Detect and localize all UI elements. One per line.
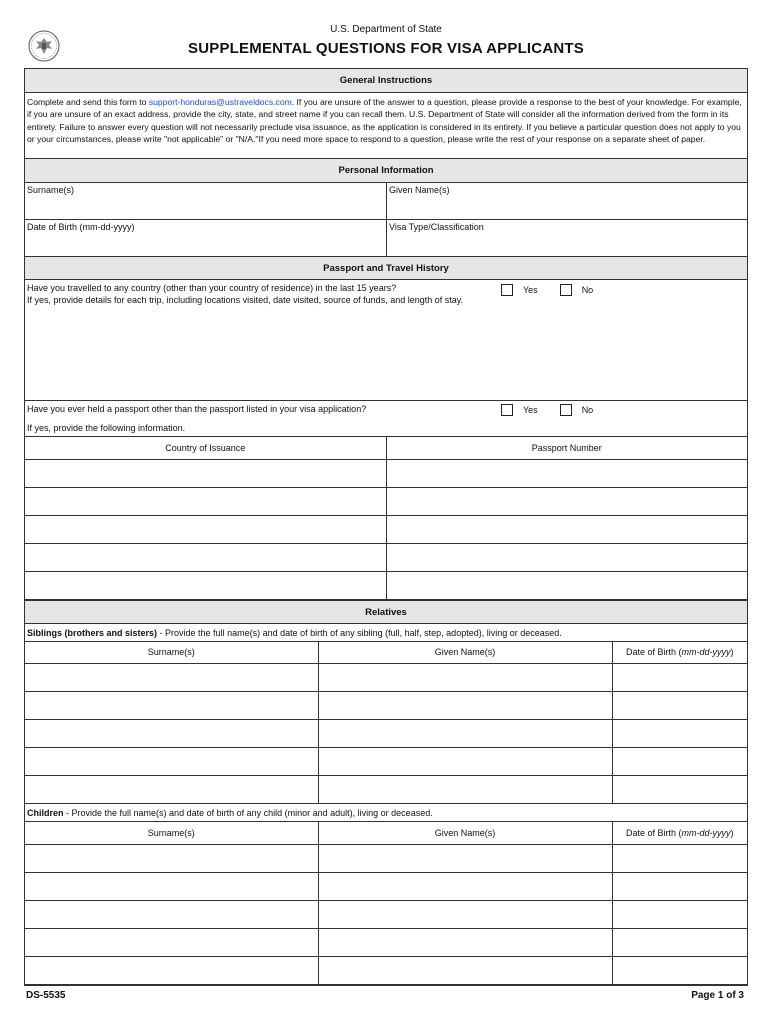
surname-cell[interactable] — [25, 844, 318, 872]
dob-cell[interactable] — [612, 664, 747, 692]
form-id: DS-5535 — [26, 990, 66, 1001]
dob-suffix: ) — [730, 647, 734, 658]
dob-field[interactable] — [25, 220, 386, 256]
passport-question: Have you ever held a passport other than the passport listed in your visa application? — [27, 404, 367, 414]
instructions-text-start: Complete and send this form to — [27, 97, 149, 107]
dob-label: Date of Birth (mm-dd-yyyy) — [27, 222, 135, 232]
table-row — [25, 571, 747, 599]
surname-cell[interactable] — [25, 664, 318, 692]
surname-cell[interactable] — [25, 720, 318, 748]
country-cell[interactable] — [25, 515, 386, 543]
given-name-cell[interactable] — [318, 956, 612, 984]
col-child-dob — [612, 822, 747, 844]
dob-suffix: ) — [730, 827, 734, 838]
surname-cell[interactable] — [25, 900, 318, 928]
passport-question-block — [25, 401, 747, 437]
passport-number-cell[interactable] — [386, 543, 747, 571]
dob-cell[interactable] — [612, 928, 747, 956]
passport-no-checkbox[interactable] — [560, 404, 572, 416]
siblings-label — [25, 624, 747, 642]
dob-format: mm-dd-yyyy — [681, 827, 731, 838]
dob-cell[interactable] — [612, 720, 747, 748]
personal-information-heading: Personal Information — [25, 159, 747, 183]
passport-number-cell[interactable] — [386, 487, 747, 515]
surname-cell[interactable] — [25, 928, 318, 956]
travel-detail-instruction: If yes, provide details for each trip, including locations visited, date visited, source of funds, and length of stay. — [27, 295, 464, 305]
instructions-text-rest: . If you are unsure of the answer to a question, please provide a response to the best of your knowledge. For example, if you are unsure of an exact address, provide the city, state, and street name if you can recall them. U.S. Department of State will consider all the information derived from the form in its entirety. Failure to answer every question will not necessarily preclude visa issuance, as the application is considered in its entirety. If you believe a particular question does not apply to you or your circumstances, please write "not applicable" or "N/A."If you need more space to respond to a question, please write the rest of your response on a separate sheet of paper. — [27, 97, 742, 145]
surname-cell[interactable] — [25, 776, 318, 804]
surname-cell[interactable] — [25, 956, 318, 984]
relatives-heading: Relatives — [25, 600, 747, 624]
given-name-cell[interactable] — [318, 692, 612, 720]
children-table — [25, 822, 747, 985]
given-name-cell[interactable] — [318, 900, 612, 928]
general-instructions-text — [25, 93, 747, 159]
col-country-of-issuance: Country of Issuance — [25, 437, 386, 459]
travel-yes-checkbox[interactable] — [501, 284, 513, 296]
surname-cell[interactable] — [25, 872, 318, 900]
table-row — [25, 459, 747, 487]
table-row — [25, 692, 747, 720]
children-label — [25, 804, 747, 822]
dob-cell[interactable] — [612, 956, 747, 984]
passport-number-cell[interactable] — [386, 571, 747, 599]
travel-question-block[interactable] — [25, 280, 747, 401]
table-row — [25, 543, 747, 571]
passport-table — [25, 437, 747, 600]
table-row — [25, 720, 747, 748]
travel-yes-no — [501, 284, 593, 296]
department-name: U.S. Department of State — [330, 24, 442, 35]
given-name-field[interactable] — [386, 183, 747, 219]
col-sibling-given-name: Given Name(s) — [318, 642, 612, 664]
visa-type-label: Visa Type/Classification — [389, 222, 484, 232]
table-row — [25, 776, 747, 804]
passport-travel-heading: Passport and Travel History — [25, 256, 747, 280]
children-instruction: - Provide the full name(s) and date of birth of any child (minor and adult), living or deceased. — [63, 808, 433, 818]
dob-format: mm-dd-yyyy — [681, 647, 731, 658]
visa-form — [24, 68, 748, 986]
dob-cell[interactable] — [612, 692, 747, 720]
form-header — [24, 18, 748, 66]
travel-question: Have you travelled to any country (other than your country of residence) in the last 15 years? — [27, 283, 397, 293]
surname-label: Surname(s) — [27, 185, 75, 195]
table-row — [25, 487, 747, 515]
visa-type-field[interactable] — [386, 220, 747, 256]
given-name-cell[interactable] — [318, 872, 612, 900]
page-title: SUPPLEMENTAL QUESTIONS FOR VISA APPLICANTS — [188, 40, 584, 57]
passport-number-cell[interactable] — [386, 515, 747, 543]
given-name-cell[interactable] — [318, 776, 612, 804]
support-email-link[interactable]: support-honduras@ustraveldocs.com — [148, 97, 292, 107]
dob-cell[interactable] — [612, 748, 747, 776]
travel-yes-label: Yes — [523, 285, 538, 295]
country-cell[interactable] — [25, 487, 386, 515]
country-cell[interactable] — [25, 459, 386, 487]
passport-yes-checkbox[interactable] — [501, 404, 513, 416]
table-row — [25, 928, 747, 956]
siblings-instruction: - Provide the full name(s) and date of birth of any sibling (full, half, step, adopted), living or deceased. — [157, 627, 562, 638]
dob-cell[interactable] — [612, 776, 747, 804]
col-child-surname: Surname(s) — [25, 822, 318, 844]
travel-no-checkbox[interactable] — [560, 284, 572, 296]
passport-detail-instruction: If yes, provide the following information. — [27, 423, 186, 433]
passport-number-cell[interactable] — [386, 459, 747, 487]
table-row — [25, 515, 747, 543]
table-row — [25, 900, 747, 928]
name-row — [25, 183, 747, 220]
dob-cell[interactable] — [612, 872, 747, 900]
country-cell[interactable] — [25, 543, 386, 571]
given-name-label: Given Name(s) — [389, 185, 450, 195]
surname-cell[interactable] — [25, 692, 318, 720]
siblings-title: Siblings (brothers and sisters) — [27, 627, 158, 638]
country-cell[interactable] — [25, 571, 386, 599]
passport-yes-no — [501, 404, 593, 416]
col-sibling-surname: Surname(s) — [25, 642, 318, 664]
col-passport-number: Passport Number — [386, 437, 747, 459]
table-row — [25, 872, 747, 900]
dob-prefix: Date of Birth ( — [625, 647, 682, 658]
table-row — [25, 664, 747, 692]
given-name-cell[interactable] — [318, 748, 612, 776]
table-row — [25, 844, 747, 872]
given-name-cell[interactable] — [318, 928, 612, 956]
travel-no-label: No — [581, 285, 594, 295]
dob-cell[interactable] — [612, 900, 747, 928]
children-title: Children — [27, 808, 64, 818]
surname-cell[interactable] — [25, 748, 318, 776]
passport-yes-label: Yes — [523, 405, 538, 415]
siblings-table-header — [25, 642, 747, 664]
given-name-cell[interactable] — [318, 720, 612, 748]
passport-table-header — [25, 437, 747, 459]
table-row — [25, 748, 747, 776]
children-table-header — [25, 822, 747, 844]
dob-cell[interactable] — [612, 844, 747, 872]
given-name-cell[interactable] — [318, 664, 612, 692]
col-child-given-name: Given Name(s) — [318, 822, 612, 844]
col-sibling-dob — [612, 642, 747, 664]
page-number: Page 1 of 3 — [691, 990, 744, 1001]
given-name-cell[interactable] — [318, 844, 612, 872]
general-instructions-heading: General Instructions — [25, 69, 747, 93]
surname-field[interactable] — [25, 183, 386, 219]
siblings-table — [25, 642, 747, 805]
dob-prefix: Date of Birth ( — [625, 827, 682, 838]
passport-no-label: No — [581, 405, 594, 415]
dob-visa-row — [25, 220, 747, 257]
table-row — [25, 956, 747, 984]
